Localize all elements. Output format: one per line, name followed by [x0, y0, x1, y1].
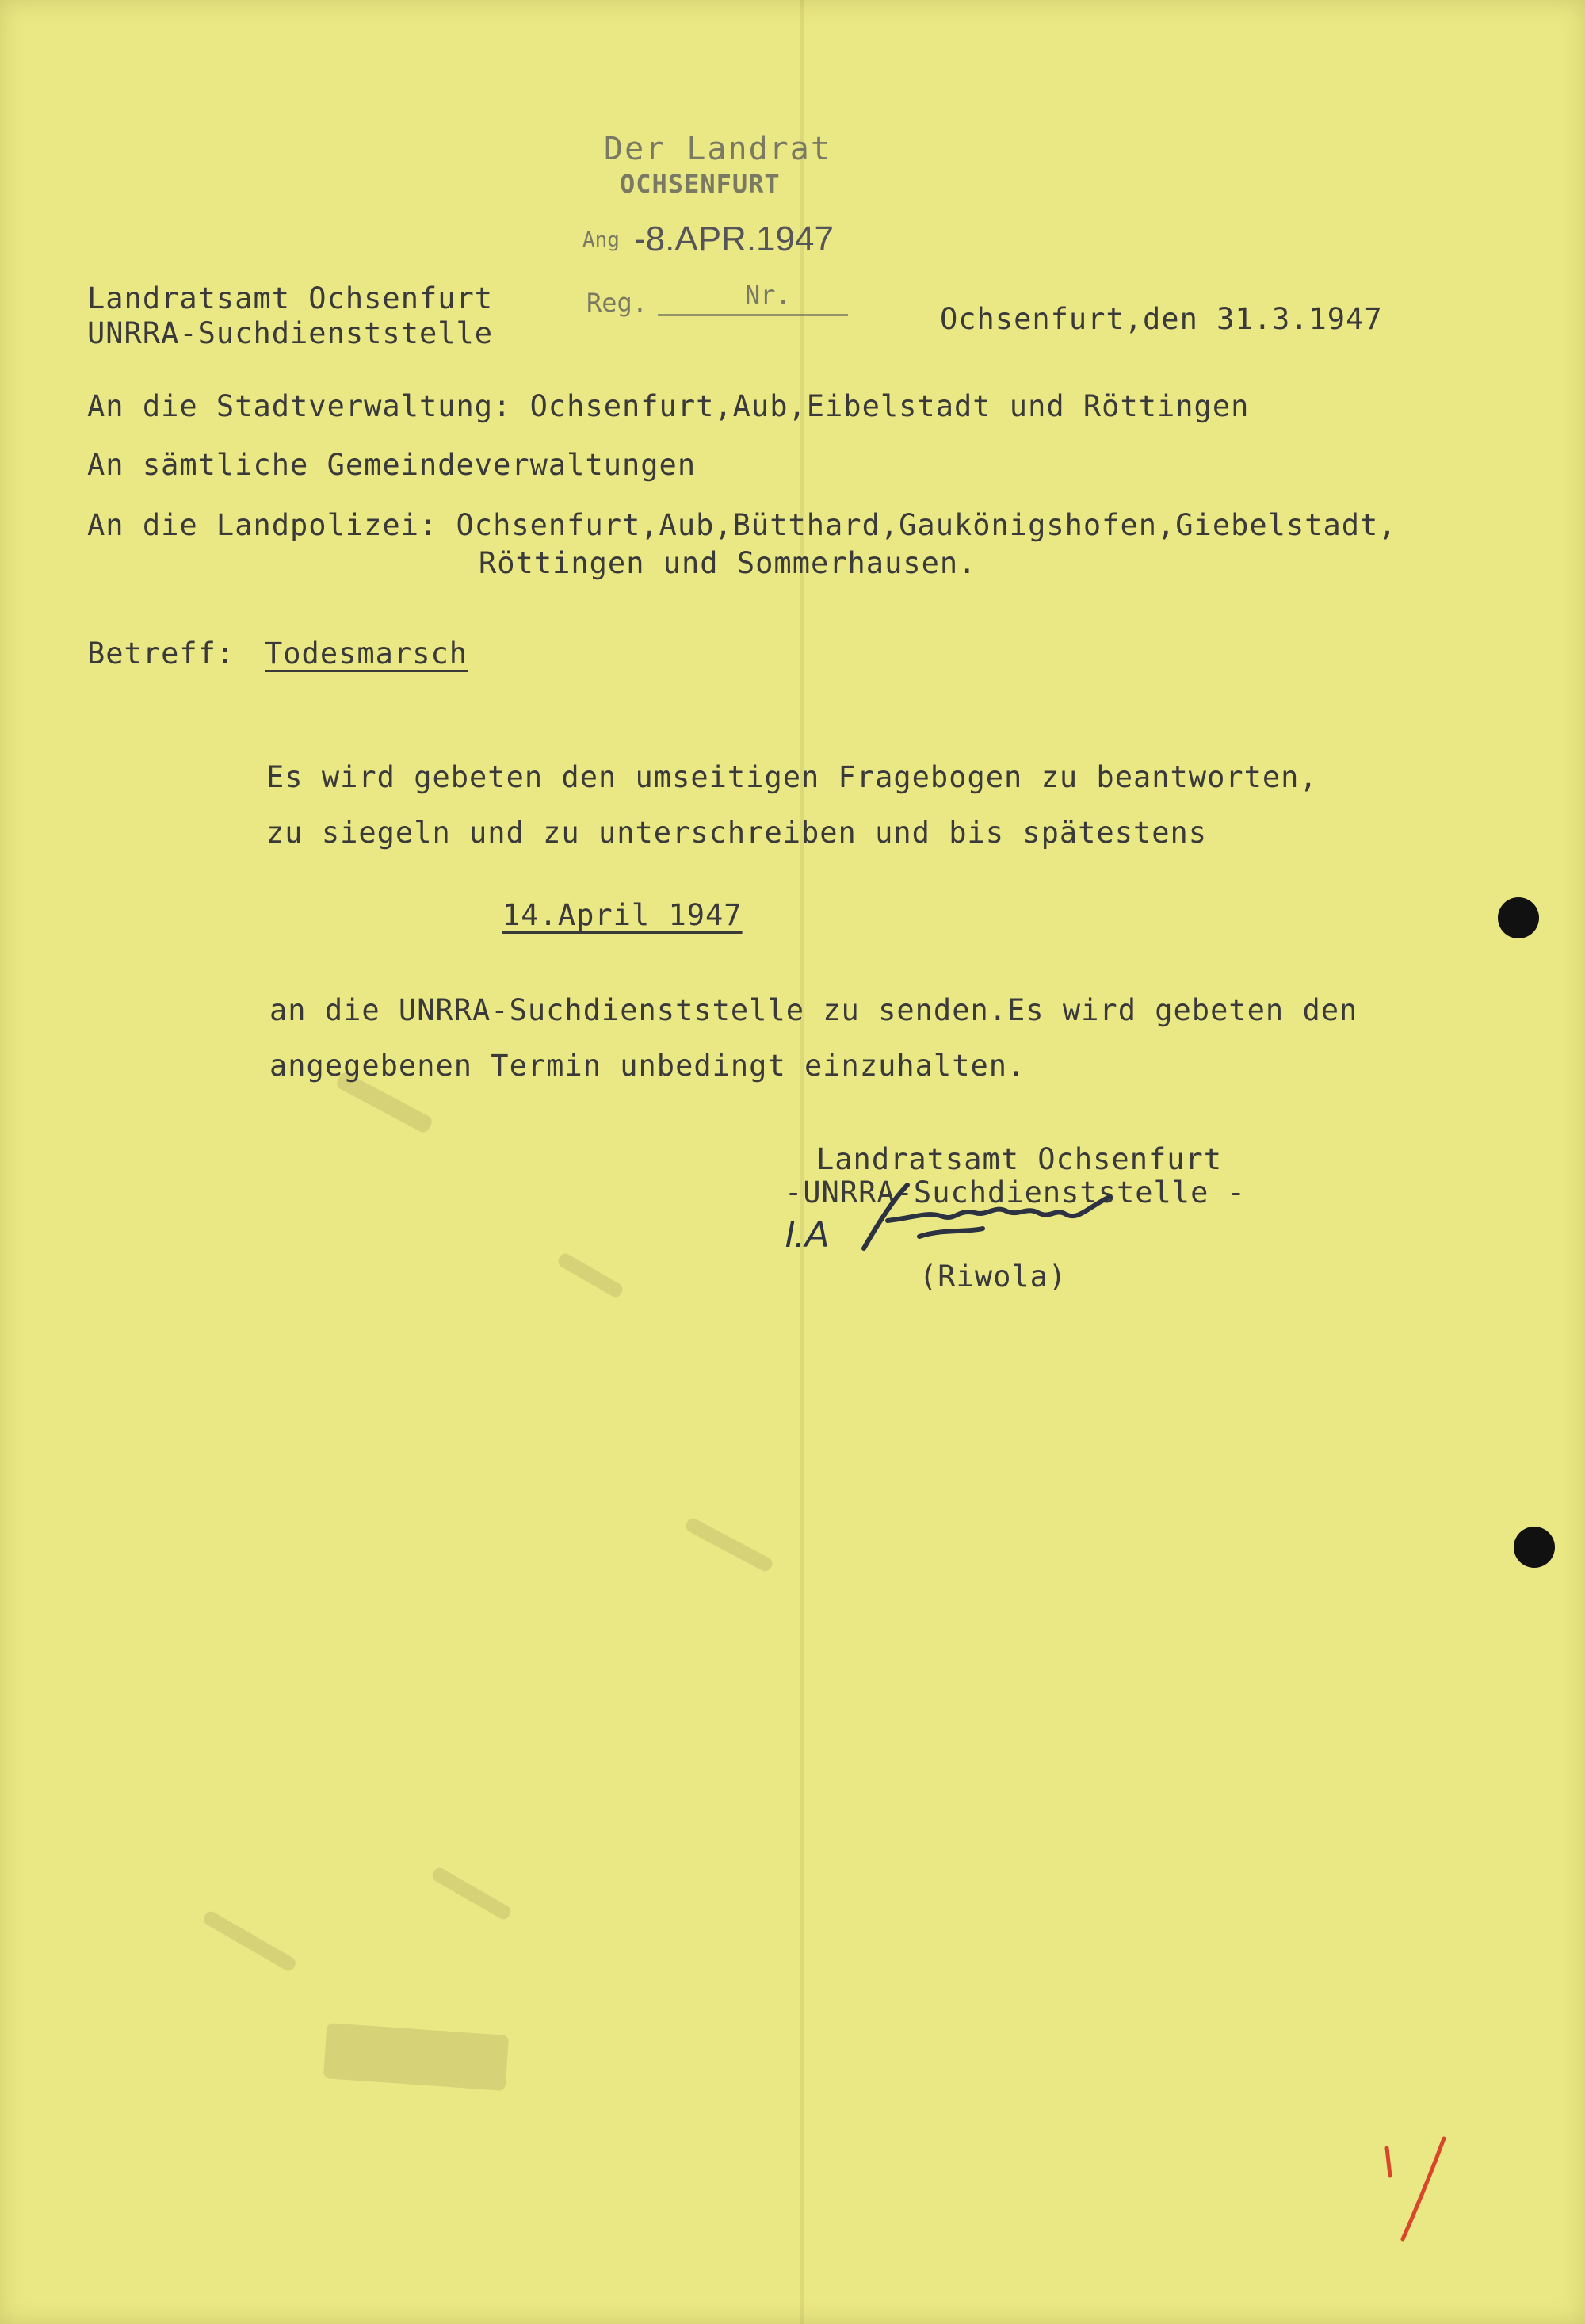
- deadline-date: 14.April 1947: [502, 898, 743, 932]
- bleed-mark: [430, 1866, 513, 1922]
- subject-value: Todesmarsch: [265, 636, 468, 671]
- closing-line-2: -UNRRA-Suchdienststelle -: [785, 1175, 1246, 1210]
- stamp-date: -8.APR.1947: [634, 220, 834, 258]
- recipient-line-3a: An die Landpolizei: Ochsenfurt,Aub,Bütthard,Gaukönigshofen,Giebelstadt,: [87, 508, 1397, 542]
- body-line-3: an die UNRRA-Suchdienststelle zu senden.Es wird gebeten den: [269, 993, 1358, 1027]
- recipient-line-2: An sämtliche Gemeindeverwaltungen: [87, 448, 697, 482]
- stamp-number-rule: [658, 314, 848, 316]
- stamp-ref-label: Reg.: [586, 288, 648, 318]
- bleed-mark: [556, 1252, 625, 1300]
- subject-label: Betreff:: [87, 636, 235, 671]
- bleed-mark: [323, 2023, 509, 2091]
- closing-line-1: Landratsamt Ochsenfurt: [816, 1142, 1223, 1176]
- place-date: Ochsenfurt,den 31.3.1947: [940, 302, 1383, 336]
- sender-line-1: Landratsamt Ochsenfurt: [87, 281, 494, 315]
- stamp-line-2: OCHSENFURT: [620, 169, 781, 199]
- closing-name: (Riwola): [919, 1259, 1067, 1294]
- handwritten-signature: [848, 1173, 1117, 1260]
- punch-hole-upper: [1498, 897, 1539, 938]
- bleed-mark: [684, 1516, 774, 1573]
- stamp-date-prefix: Ang: [582, 228, 620, 252]
- red-pencil-mark: [1379, 2132, 1450, 2251]
- stamp-number-label: Nr.: [745, 280, 791, 310]
- sender-line-2: UNRRA-Suchdienststelle: [87, 316, 494, 350]
- punch-hole-lower: [1514, 1527, 1555, 1568]
- body-line-1: Es wird gebeten den umseitigen Fragebogen zu beantworten,: [266, 760, 1318, 794]
- recipient-line-1: An die Stadtverwaltung: Ochsenfurt,Aub,Eibelstadt und Röttingen: [87, 389, 1250, 423]
- signature-ia: I.A: [785, 1214, 830, 1255]
- stamp-line-1: Der Landrat: [604, 131, 831, 167]
- body-line-2: zu siegeln und zu unterschreiben und bis spätestens: [266, 816, 1208, 850]
- bleed-mark: [201, 1909, 298, 1974]
- recipient-line-3b: Röttingen und Sommerhausen.: [479, 546, 977, 580]
- body-line-4: angegebenen Termin unbedingt einzuhalten.: [269, 1049, 1026, 1083]
- paper-fold: [800, 0, 804, 2324]
